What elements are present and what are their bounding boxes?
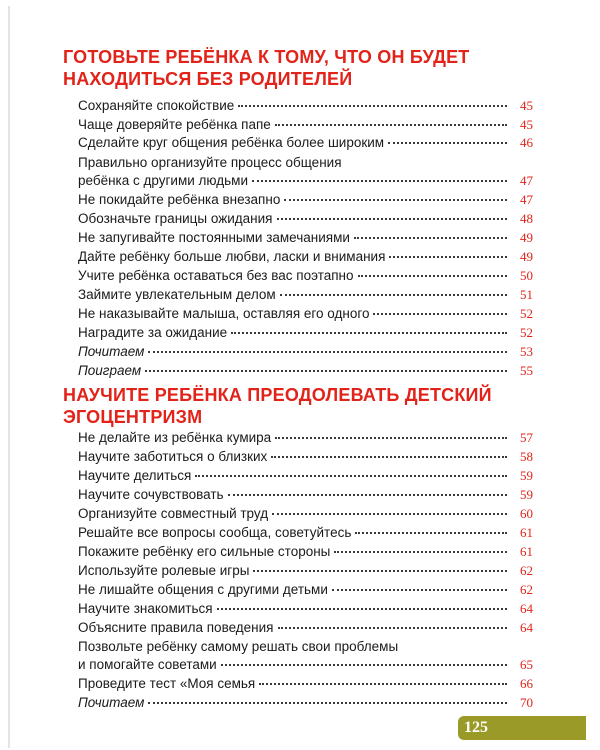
leader-dots: [275, 124, 507, 126]
leader-dots: [148, 351, 507, 353]
toc-entry[interactable]: [78, 286, 533, 304]
section-title: [63, 384, 523, 428]
toc-entry-text: Чаще доверяйте ребёнка папе: [78, 117, 271, 132]
toc-entry-text: Не лишайте общения с другими детьми: [78, 582, 328, 597]
toc-page-number: 45: [520, 117, 533, 132]
leader-dots: [278, 627, 508, 629]
toc-entry[interactable]: [78, 429, 533, 447]
toc-entry-text: Решайте все вопросы сообща, советуйтесь: [78, 525, 352, 540]
toc-page-number: 46: [520, 135, 533, 150]
toc-entry[interactable]: [78, 524, 533, 542]
toc-page-number: 64: [520, 601, 533, 616]
leader-dots: [358, 275, 507, 277]
toc-page-number: 47: [520, 192, 533, 207]
toc-entry[interactable]: [78, 248, 533, 266]
toc-entry[interactable]: [78, 600, 533, 618]
toc-page-number: 65: [520, 657, 533, 672]
toc-entry-text: Учите ребёнка оставаться без вас поэтапно: [78, 268, 354, 283]
toc-page-number: 55: [520, 363, 533, 378]
section-title-line: ЭГОЦЕНТРИЗМ: [63, 407, 203, 427]
leader-dots: [238, 105, 507, 107]
toc-entry[interactable]: [78, 191, 533, 209]
toc-entry[interactable]: [78, 619, 533, 637]
leader-dots: [332, 589, 507, 591]
leader-dots: [145, 370, 507, 372]
toc-entry[interactable]: [78, 448, 533, 466]
leader-dots: [253, 570, 507, 572]
toc-page-number: 52: [520, 325, 533, 340]
leader-dots: [277, 218, 508, 220]
leader-dots: [334, 551, 507, 553]
toc-page-number: 47: [520, 173, 533, 188]
book-page: [8, 6, 586, 748]
toc-page-number: 48: [520, 211, 533, 226]
toc-page-number: 70: [520, 695, 533, 710]
section-title-line: ГОТОВЬТЕ РЕБЁНКА К ТОМУ, ЧТО ОН БУДЕТ: [63, 47, 470, 67]
section-title-line: НАХОДИТЬСЯ БЕЗ РОДИТЕЛЕЙ: [63, 69, 353, 89]
toc-entry-text: Организуйте совместный труд: [78, 506, 269, 521]
toc-page-number: 49: [520, 249, 533, 264]
toc-entry[interactable]: [78, 134, 533, 152]
page-number-badge: [458, 716, 586, 740]
leader-dots: [275, 437, 507, 439]
toc-page-number: 58: [520, 449, 533, 464]
leader-dots: [221, 664, 507, 666]
toc-entry-text: Объясните правила поведения: [78, 620, 274, 635]
toc-entry-text: Проведите тест «Моя семья: [78, 676, 256, 691]
toc-entry[interactable]: [78, 675, 533, 693]
leader-dots: [271, 456, 507, 458]
leader-dots: [284, 199, 507, 201]
toc-entry[interactable]: [78, 116, 533, 134]
toc-page-number: 49: [520, 230, 533, 245]
toc-entry-text: Научите заботиться о близких: [78, 449, 268, 464]
toc-entry[interactable]: [78, 305, 533, 323]
toc-entry[interactable]: [78, 486, 533, 504]
toc-entry[interactable]: [78, 210, 533, 228]
toc-page-number: 45: [520, 98, 533, 113]
toc-entry[interactable]: [78, 267, 533, 285]
toc-entry-text: Займите увлекательным делом: [78, 287, 276, 302]
toc-page-number: 61: [520, 544, 533, 559]
toc-page-number: 62: [520, 582, 533, 597]
toc-entry[interactable]: [78, 543, 533, 561]
toc-page-number: 60: [520, 506, 533, 521]
toc-entry-text: Не делайте из ребёнка кумира: [78, 430, 272, 445]
leader-dots: [252, 180, 507, 182]
leader-dots: [272, 513, 507, 515]
toc-page-number: 53: [520, 344, 533, 359]
toc-entry-text: и помогайте советами: [78, 657, 217, 672]
toc-entry-text: Не наказывайте малыша, оставляя его одного: [78, 306, 370, 321]
toc-page-number: 62: [520, 563, 533, 578]
toc-page-number: 66: [520, 676, 533, 691]
leader-dots: [355, 532, 507, 534]
toc-entry-text: Наградите за ожидание: [78, 325, 228, 340]
toc-entry-text: Покажите ребёнку его сильные стороны: [78, 544, 331, 559]
toc-entry-text: Сохраняйте спокойствие: [78, 98, 235, 113]
section-title-line: НАУЧИТЕ РЕБЁНКА ПРЕОДОЛЕВАТЬ ДЕТСКИЙ: [63, 385, 492, 405]
toc-entry-text: Почитаем: [78, 344, 145, 359]
toc-entry[interactable]: [78, 343, 533, 361]
toc-entry-text: ребёнка с другими людьми: [78, 173, 248, 188]
leader-dots: [217, 608, 507, 610]
toc-entry[interactable]: [78, 324, 533, 342]
toc-entry[interactable]: [78, 562, 533, 580]
toc-entry[interactable]: [78, 694, 533, 712]
toc-page-number: 52: [520, 306, 533, 321]
toc-entry[interactable]: [78, 581, 533, 599]
toc-entry-text: Дайте ребёнку больше любви, ласки и внимания: [78, 249, 386, 264]
toc-entry-text: Не покидайте ребёнка внезапно: [78, 192, 281, 207]
toc-page-number: 51: [520, 287, 533, 302]
toc-entry[interactable]: [78, 638, 533, 674]
toc-page-number: 61: [520, 525, 533, 540]
toc-entry-text-line: Правильно организуйте процесс общения: [78, 155, 342, 170]
toc-entry-text: Обозначьте границы ожидания: [78, 211, 273, 226]
toc-entry[interactable]: [78, 362, 533, 380]
toc-entry-text: Научите делиться: [78, 468, 192, 483]
leader-dots: [354, 237, 507, 239]
leader-dots: [231, 332, 507, 334]
section-title: [63, 46, 523, 90]
toc-entry-text: Используйте ролевые игры: [78, 563, 250, 578]
leader-dots: [373, 313, 507, 315]
toc-page-number: 64: [520, 620, 533, 635]
toc-entry-text: Научите знакомиться: [78, 601, 213, 616]
toc-page-number: 50: [520, 268, 533, 283]
leader-dots: [388, 142, 507, 144]
toc-page-number: 59: [520, 487, 533, 502]
toc-entry-text: Сделайте круг общения ребёнка более широким: [78, 135, 385, 150]
toc-page-number: 57: [520, 430, 533, 445]
toc-entry[interactable]: [78, 154, 533, 190]
leader-dots: [259, 683, 507, 685]
toc-entry-text: Почитаем: [78, 695, 145, 710]
toc-entry[interactable]: [78, 467, 533, 485]
toc-entry-text: Научите сочувствовать: [78, 487, 224, 502]
toc-entry-text: Поиграем: [78, 363, 142, 378]
toc-page-number: 59: [520, 468, 533, 483]
toc-entry[interactable]: [78, 505, 533, 523]
leader-dots: [280, 294, 507, 296]
leader-dots: [228, 494, 507, 496]
page-number: 125: [464, 719, 488, 736]
leader-dots: [195, 475, 507, 477]
toc-entry-text-line: Позвольте ребёнку самому решать свои проблемы: [78, 639, 399, 654]
toc-entry[interactable]: [78, 97, 533, 115]
leader-dots: [148, 702, 507, 704]
toc-entry-text: Не запугивайте постоянными замечаниями: [78, 230, 350, 245]
toc-entry[interactable]: [78, 229, 533, 247]
leader-dots: [389, 256, 507, 258]
